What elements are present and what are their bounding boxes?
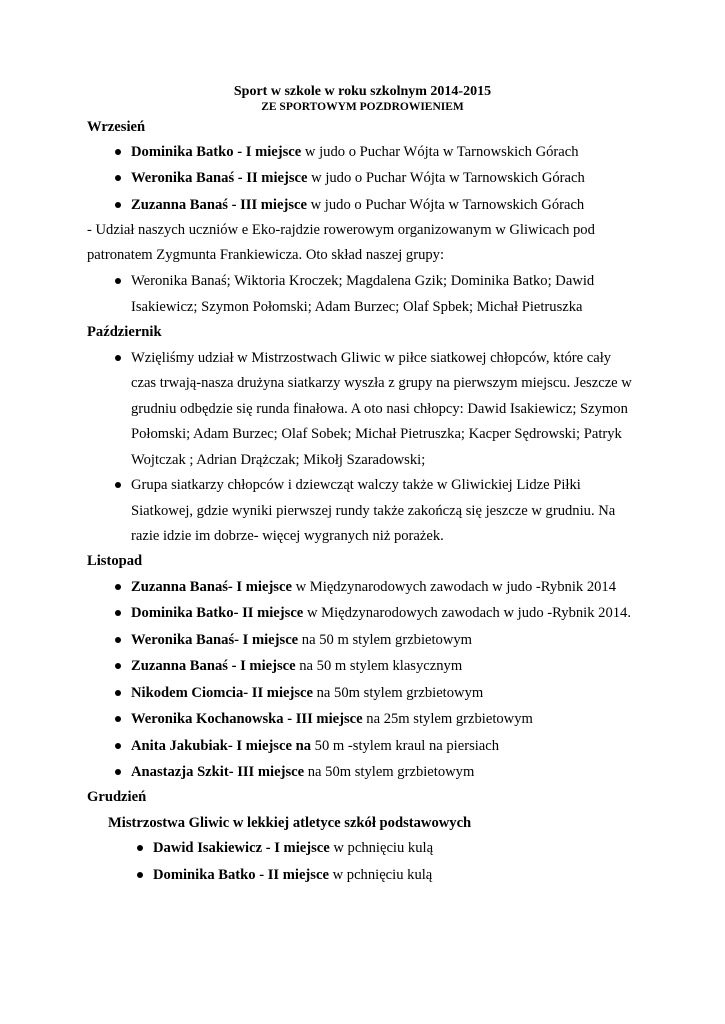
section-heading-pazdziernik: Październik [87, 324, 162, 340]
list-item-line: razie idzie im dobrze- więcej wygranych niż porażek. [131, 528, 444, 544]
list-item [131, 604, 631, 622]
bullet-icon [115, 610, 121, 616]
list-item-text: w judo o Puchar Wójta w Tarnowskich Górach [301, 144, 579, 160]
list-item-text: w pchnięciu kulą [329, 840, 434, 856]
bullet-icon [115, 482, 121, 488]
list-item-name: Weronika Banaś - II miejsce [131, 170, 308, 186]
list-item-name: Dominika Batko- II miejsce [131, 605, 304, 621]
list-item-line: Połomski; Adam Burzec; Olaf Sobek; Michał Pietruszka; Kacper Sędrowski; Patryk [131, 426, 622, 442]
bullet-icon [115, 690, 121, 696]
paragraph-line: - Udział naszych uczniów e Eko-rajdzie rowerowym organizowanym w Gliwicach pod [87, 222, 595, 238]
bullet-icon [115, 769, 121, 775]
list-item [131, 578, 616, 596]
list-item-text: na 25m stylem grzbietowym [362, 711, 533, 727]
bullet-icon [137, 872, 143, 878]
list-item-name: Zuzanna Banaś- I miejsce [131, 579, 292, 595]
list-item [131, 143, 579, 161]
list-item-line: Grupa siatkarzy chłopców i dziewcząt walczy także w Gliwickiej Lidze Piłki [131, 477, 581, 493]
list-item-text: na 50m stylem grzbietowym [304, 764, 475, 780]
list-item-line: Isakiewicz; Szymon Połomski; Adam Burzec; Olaf Spbek; Michał Pietruszka [131, 299, 583, 315]
list-item [131, 763, 474, 781]
list-item [131, 196, 584, 214]
bullet-icon [115, 355, 121, 361]
bullet-icon [115, 663, 121, 669]
list-item [131, 631, 472, 649]
list-item [131, 169, 585, 187]
list-item [131, 737, 499, 755]
list-item-text: w pchnięciu kulą [328, 867, 433, 883]
list-item-name: Weronika Kochanowska - III miejsce [131, 711, 363, 727]
section-subheading: Mistrzostwa Gliwic w lekkiej atletyce szkół podstawowych [108, 815, 472, 831]
list-item-text: w judo o Puchar Wójta w Tarnowskich Górach [307, 170, 585, 186]
document-title: Sport w szkole w roku szkolnym 2014-2015 [233, 84, 492, 99]
list-item-line: Wzięliśmy udział w Mistrzostwach Gliwic w piłce siatkowej chłopców, które cały [131, 350, 612, 366]
list-item-name: Anita Jakubiak- I miejsce na [131, 738, 312, 754]
bullet-icon [115, 743, 121, 749]
section-heading-listopad: Listopad [87, 553, 143, 569]
list-item-name: Dominika Batko - II miejsce [153, 867, 329, 883]
list-item-text: na 50m stylem grzbietowym [312, 685, 484, 701]
list-item-name: Anastazja Szkit- III miejsce [131, 764, 305, 780]
list-item-line: Wojtczak ; Adrian Drążczak; Mikołj Szaradowski; [131, 452, 426, 468]
document-subtitle: ZE SPORTOWYM POZDROWIENIEM [261, 101, 464, 113]
list-item-text: na 50 m stylem grzbietowym [298, 632, 473, 648]
list-item [131, 684, 483, 702]
bullet-icon [137, 845, 143, 851]
list-item-name: Nikodem Ciomcia- II miejsce [131, 685, 313, 701]
list-item-line: czas trwają-nasza drużyna siatkarzy wyszła z grupy na pierwszym miejscu. Jeszcze w [131, 375, 632, 391]
bullet-icon [115, 149, 121, 155]
list-item-line: Siatkowej, gdzie wyniki pierwszej rundy także zakończą się jeszcze w grudniu. Na [131, 503, 616, 519]
list-item [131, 657, 462, 675]
bullet-icon [115, 175, 121, 181]
section-heading-wrzesien: Wrzesień [87, 119, 146, 135]
list-item [153, 866, 432, 884]
list-item-name: Dawid Isakiewicz - I miejsce [153, 840, 330, 856]
list-item-text: w judo o Puchar Wójta w Tarnowskich Górach [306, 197, 585, 213]
list-item-line: Weronika Banaś; Wiktoria Kroczek; Magdalena Gzik; Dominika Batko; Dawid [131, 273, 595, 289]
bullet-icon [115, 278, 121, 284]
paragraph-line: patronatem Zygmunta Frankiewicza. Oto skład naszej grupy: [87, 247, 445, 263]
list-item-name: Weronika Banaś- I miejsce [131, 632, 299, 648]
list-item-text: w Międzynarodowych zawodach w judo -Rybnik 2014. [303, 605, 632, 621]
list-item-text: na 50 m stylem klasycznym [295, 658, 463, 674]
list-item [131, 710, 533, 728]
bullet-icon [115, 584, 121, 590]
bullet-icon [115, 716, 121, 722]
list-item-text: w Międzynarodowych zawodach w judo -Rybnik 2014 [291, 579, 617, 595]
list-item-line: grudniu odbędzie się runda finałowa. A oto nasi chłopcy: Dawid Isakiewicz; Szymon [131, 401, 628, 417]
section-heading-grudzien: Grudzień [87, 789, 147, 805]
list-item-name: Dominika Batko - I miejsce [131, 144, 302, 160]
bullet-icon [115, 637, 121, 643]
list-item-name: Zuzanna Banaś - I miejsce [131, 658, 296, 674]
list-item [153, 839, 433, 857]
bullet-icon [115, 202, 121, 208]
list-item-text: 50 m -stylem kraul na piersiach [311, 738, 500, 754]
list-item-name: Zuzanna Banaś - III miejsce [131, 197, 307, 213]
